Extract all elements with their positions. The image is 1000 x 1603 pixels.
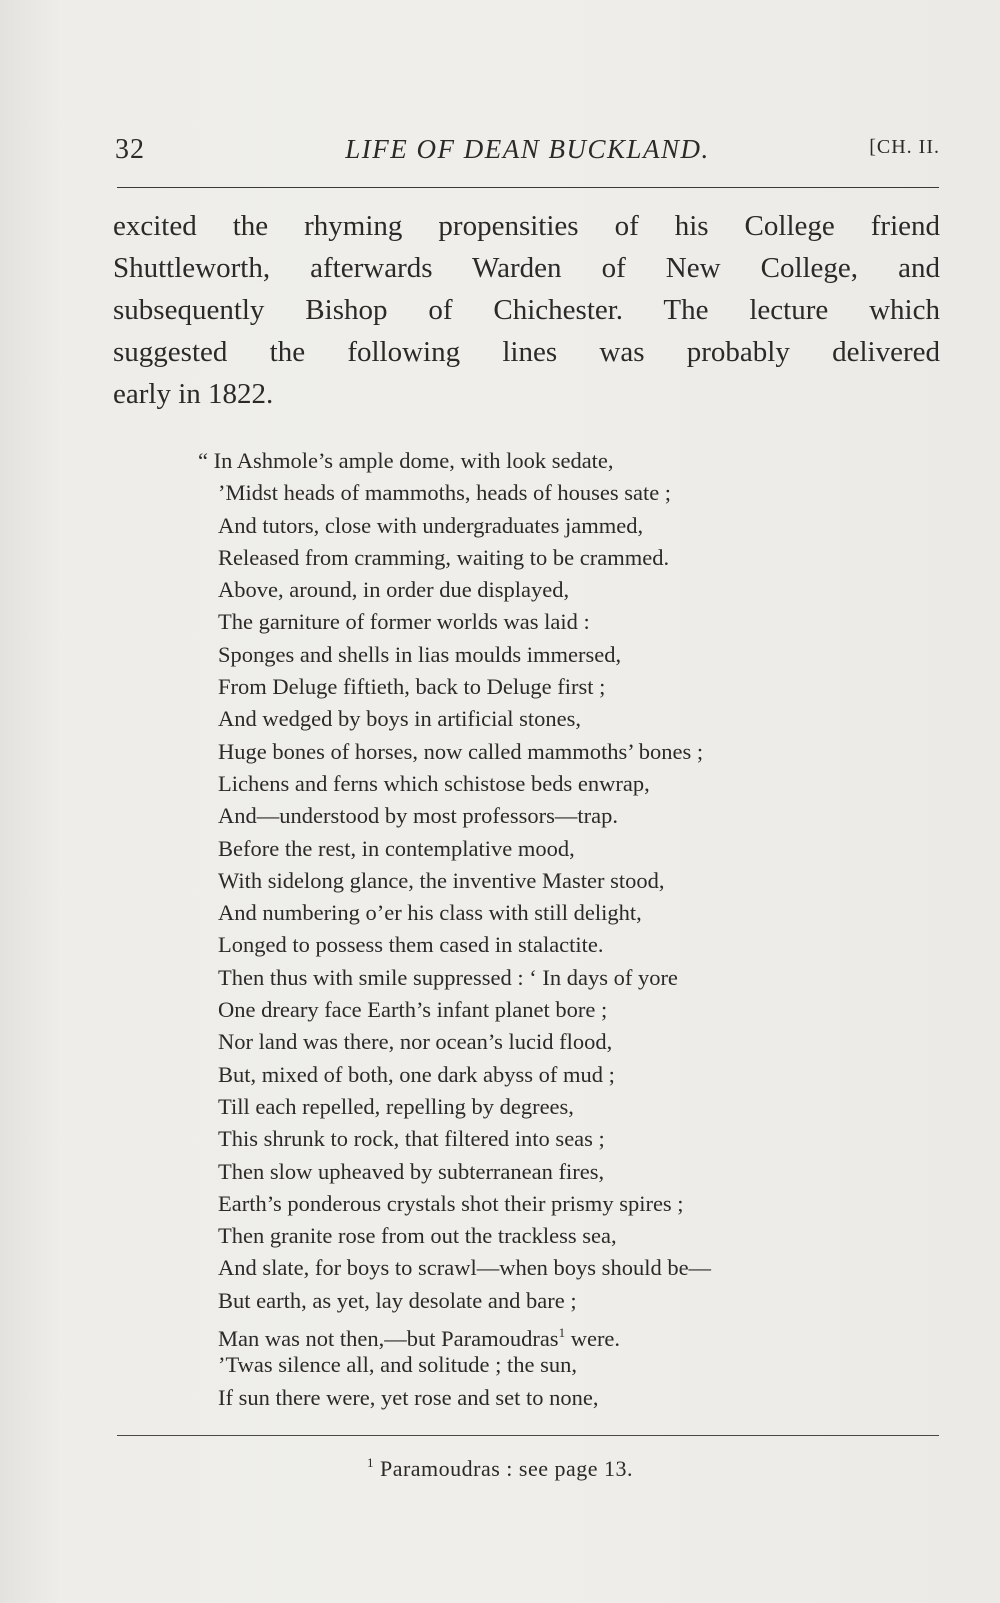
poem-line: And slate, for boys to scrawl—when boys should be— [218, 1255, 712, 1281]
poem-line: From Deluge fiftieth, back to Deluge first ; [218, 674, 606, 700]
poem-line: And—understood by most professors—trap. [218, 803, 618, 829]
chapter-marker: [CH. II. [869, 136, 940, 158]
prose-line: Shuttleworth, afterwards Warden of New College, and [113, 252, 940, 284]
poem-line: The garniture of former worlds was laid : [218, 609, 590, 635]
page-number: 32 [115, 134, 145, 165]
poem-block [198, 445, 918, 1414]
poem-line: Then thus with smile suppressed : ‘ In days of yore [218, 964, 678, 990]
poem-line: And wedged by boys in artificial stones, [218, 706, 582, 732]
footnote-marker: 1 [366, 1455, 374, 1470]
poem-line: One dreary face Earth’s infant planet bore ; [218, 997, 608, 1023]
poem-line: If sun there were, yet rose and set to none, [218, 1384, 599, 1410]
prose-line: excited the rhyming propensities of his College friend [113, 210, 940, 242]
poem-line: Before the rest, in contemplative mood, [218, 835, 575, 861]
poem-line: Then granite rose from out the trackless sea, [218, 1223, 617, 1249]
poem-line: Then slow upheaved by subterranean fires, [218, 1158, 605, 1184]
poem-line: Huge bones of horses, now called mammoths’ bones ; [218, 738, 704, 764]
poem-line-tail: were. [570, 1326, 621, 1352]
poem-line: “ In Ashmole’s ample dome, with look sedate, [198, 448, 614, 473]
page-header [115, 134, 940, 174]
prose-line: suggested the following lines was probably delivered [113, 336, 940, 368]
footnote-rule [117, 1435, 939, 1436]
prose-line: subsequently Bishop of Chichester. The lecture which [113, 294, 940, 326]
poem-line: Above, around, in order due displayed, [218, 577, 570, 603]
poem-line: With sidelong glance, the inventive Master stood, [218, 867, 665, 893]
poem-line: ’Midst heads of mammoths, heads of houses sate ; [218, 480, 672, 506]
footnote-text: Paramoudras : see page 13. [379, 1456, 634, 1481]
running-title: LIFE OF DEAN BUCKLAND. [345, 134, 710, 164]
poem-line: This shrunk to rock, that filtered into seas ; [218, 1126, 605, 1152]
poem-line: Released from cramming, waiting to be crammed. [218, 544, 670, 570]
poem-line: Longed to possess them cased in stalactite. [218, 932, 604, 958]
poem-line: And tutors, close with undergraduates jammed, [218, 512, 644, 538]
poem-line-with-footnote [218, 1317, 918, 1352]
poem-line: Earth’s ponderous crystals shot their prismy spires ; [218, 1190, 684, 1216]
poem-line: Till each repelled, repelling by degrees, [218, 1093, 574, 1119]
footnote-reference: 1 [558, 1325, 566, 1341]
header-rule [117, 187, 939, 188]
poem-line: Lichens and ferns which schistose beds enwrap, [218, 770, 650, 796]
prose-line: early in 1822. [113, 378, 274, 410]
poem-line: But earth, as yet, lay desolate and bare ; [218, 1287, 577, 1313]
poem-line: ’Twas silence all, and solitude ; the sun, [218, 1352, 577, 1378]
footnote [0, 1455, 1000, 1482]
poem-line: Nor land was there, nor ocean’s lucid flood, [218, 1029, 613, 1055]
poem-line: Sponges and shells in lias moulds immersed, [218, 641, 622, 667]
poem-line: But, mixed of both, one dark abyss of mud ; [218, 1061, 615, 1087]
body-paragraph [113, 205, 940, 415]
poem-line: And numbering o’er his class with still delight, [218, 900, 642, 926]
poem-line-text: Man was not then,—but Paramoudras [218, 1326, 559, 1352]
